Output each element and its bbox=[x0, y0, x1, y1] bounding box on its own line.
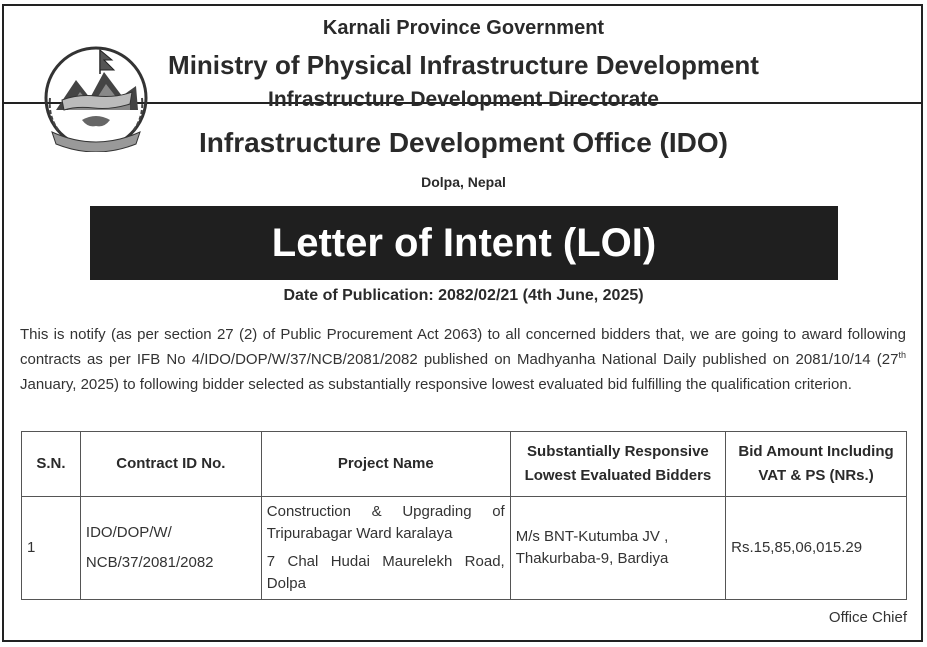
project-line1: Construction & Upgrading of Tripurabagar Ward karalaya bbox=[266, 503, 505, 542]
contract-id-line1: IDO/DOP/W/ bbox=[85, 524, 172, 541]
cell-bid-amount: Rs.15,85,06,015.29 bbox=[726, 497, 907, 600]
notice-paragraph bbox=[20, 322, 906, 397]
cell-bidder: M/s BNT-Kutumba JV , Thakurbaba-9, Bardiya bbox=[510, 497, 725, 600]
header-project-name: Project Name bbox=[261, 432, 510, 497]
header-amount-line2: VAT & PS (NRs.) bbox=[758, 467, 874, 484]
loi-title-banner: Letter of Intent (LOI) bbox=[90, 206, 838, 280]
project-line2: 7 Chal Hudai Maurelekh Road, Dolpa bbox=[266, 553, 505, 592]
table-row bbox=[22, 497, 907, 600]
header-bidder-line1: Substantially Responsive bbox=[527, 443, 709, 460]
ordinal-suffix: th bbox=[898, 350, 906, 360]
office-location: Dolpa, Nepal bbox=[421, 174, 506, 190]
publication-date: Date of Publication: 2082/02/21 (4th June, 2025) bbox=[283, 287, 644, 304]
government-name: Karnali Province Government bbox=[322, 17, 605, 39]
header-bidder bbox=[510, 432, 725, 497]
notice-text-part1: This is notify (as per section 27 (2) of Public Procurement Act 2063) to all concerned bidders that, we are going to award following contracts as per IFB No 4/IDO/DOP/W/37/NCB/2081/2082 published on Madhyanha National Daily published on 2081/10/14 (27 bbox=[20, 326, 906, 368]
contract-id-line2: NCB/37/2081/2082 bbox=[85, 554, 214, 571]
header-contract-id: Contract ID No. bbox=[80, 432, 261, 497]
header-amount-line1: Bid Amount Including bbox=[738, 443, 894, 460]
cell-contract-id bbox=[80, 497, 261, 600]
contract-table bbox=[21, 431, 907, 600]
office-name: Infrastructure Development Office (IDO) bbox=[199, 127, 728, 158]
signatory-office-chief: Office Chief bbox=[828, 609, 907, 626]
notice-text-part2: January, 2025) to following bidder selected as substantially responsive lowest evaluated bid fulfilling the qualification criterion. bbox=[20, 376, 852, 393]
header-sn: S.N. bbox=[22, 432, 81, 497]
table-header-row bbox=[22, 432, 907, 497]
cell-sn: 1 bbox=[22, 497, 81, 600]
header-bid-amount bbox=[726, 432, 907, 497]
cell-project-name bbox=[261, 497, 510, 600]
header-bidder-line2: Lowest Evaluated Bidders bbox=[524, 467, 712, 484]
ministry-name: Ministry of Physical Infrastructure Development bbox=[168, 50, 759, 80]
directorate-name: Infrastructure Development Directorate bbox=[268, 88, 659, 111]
